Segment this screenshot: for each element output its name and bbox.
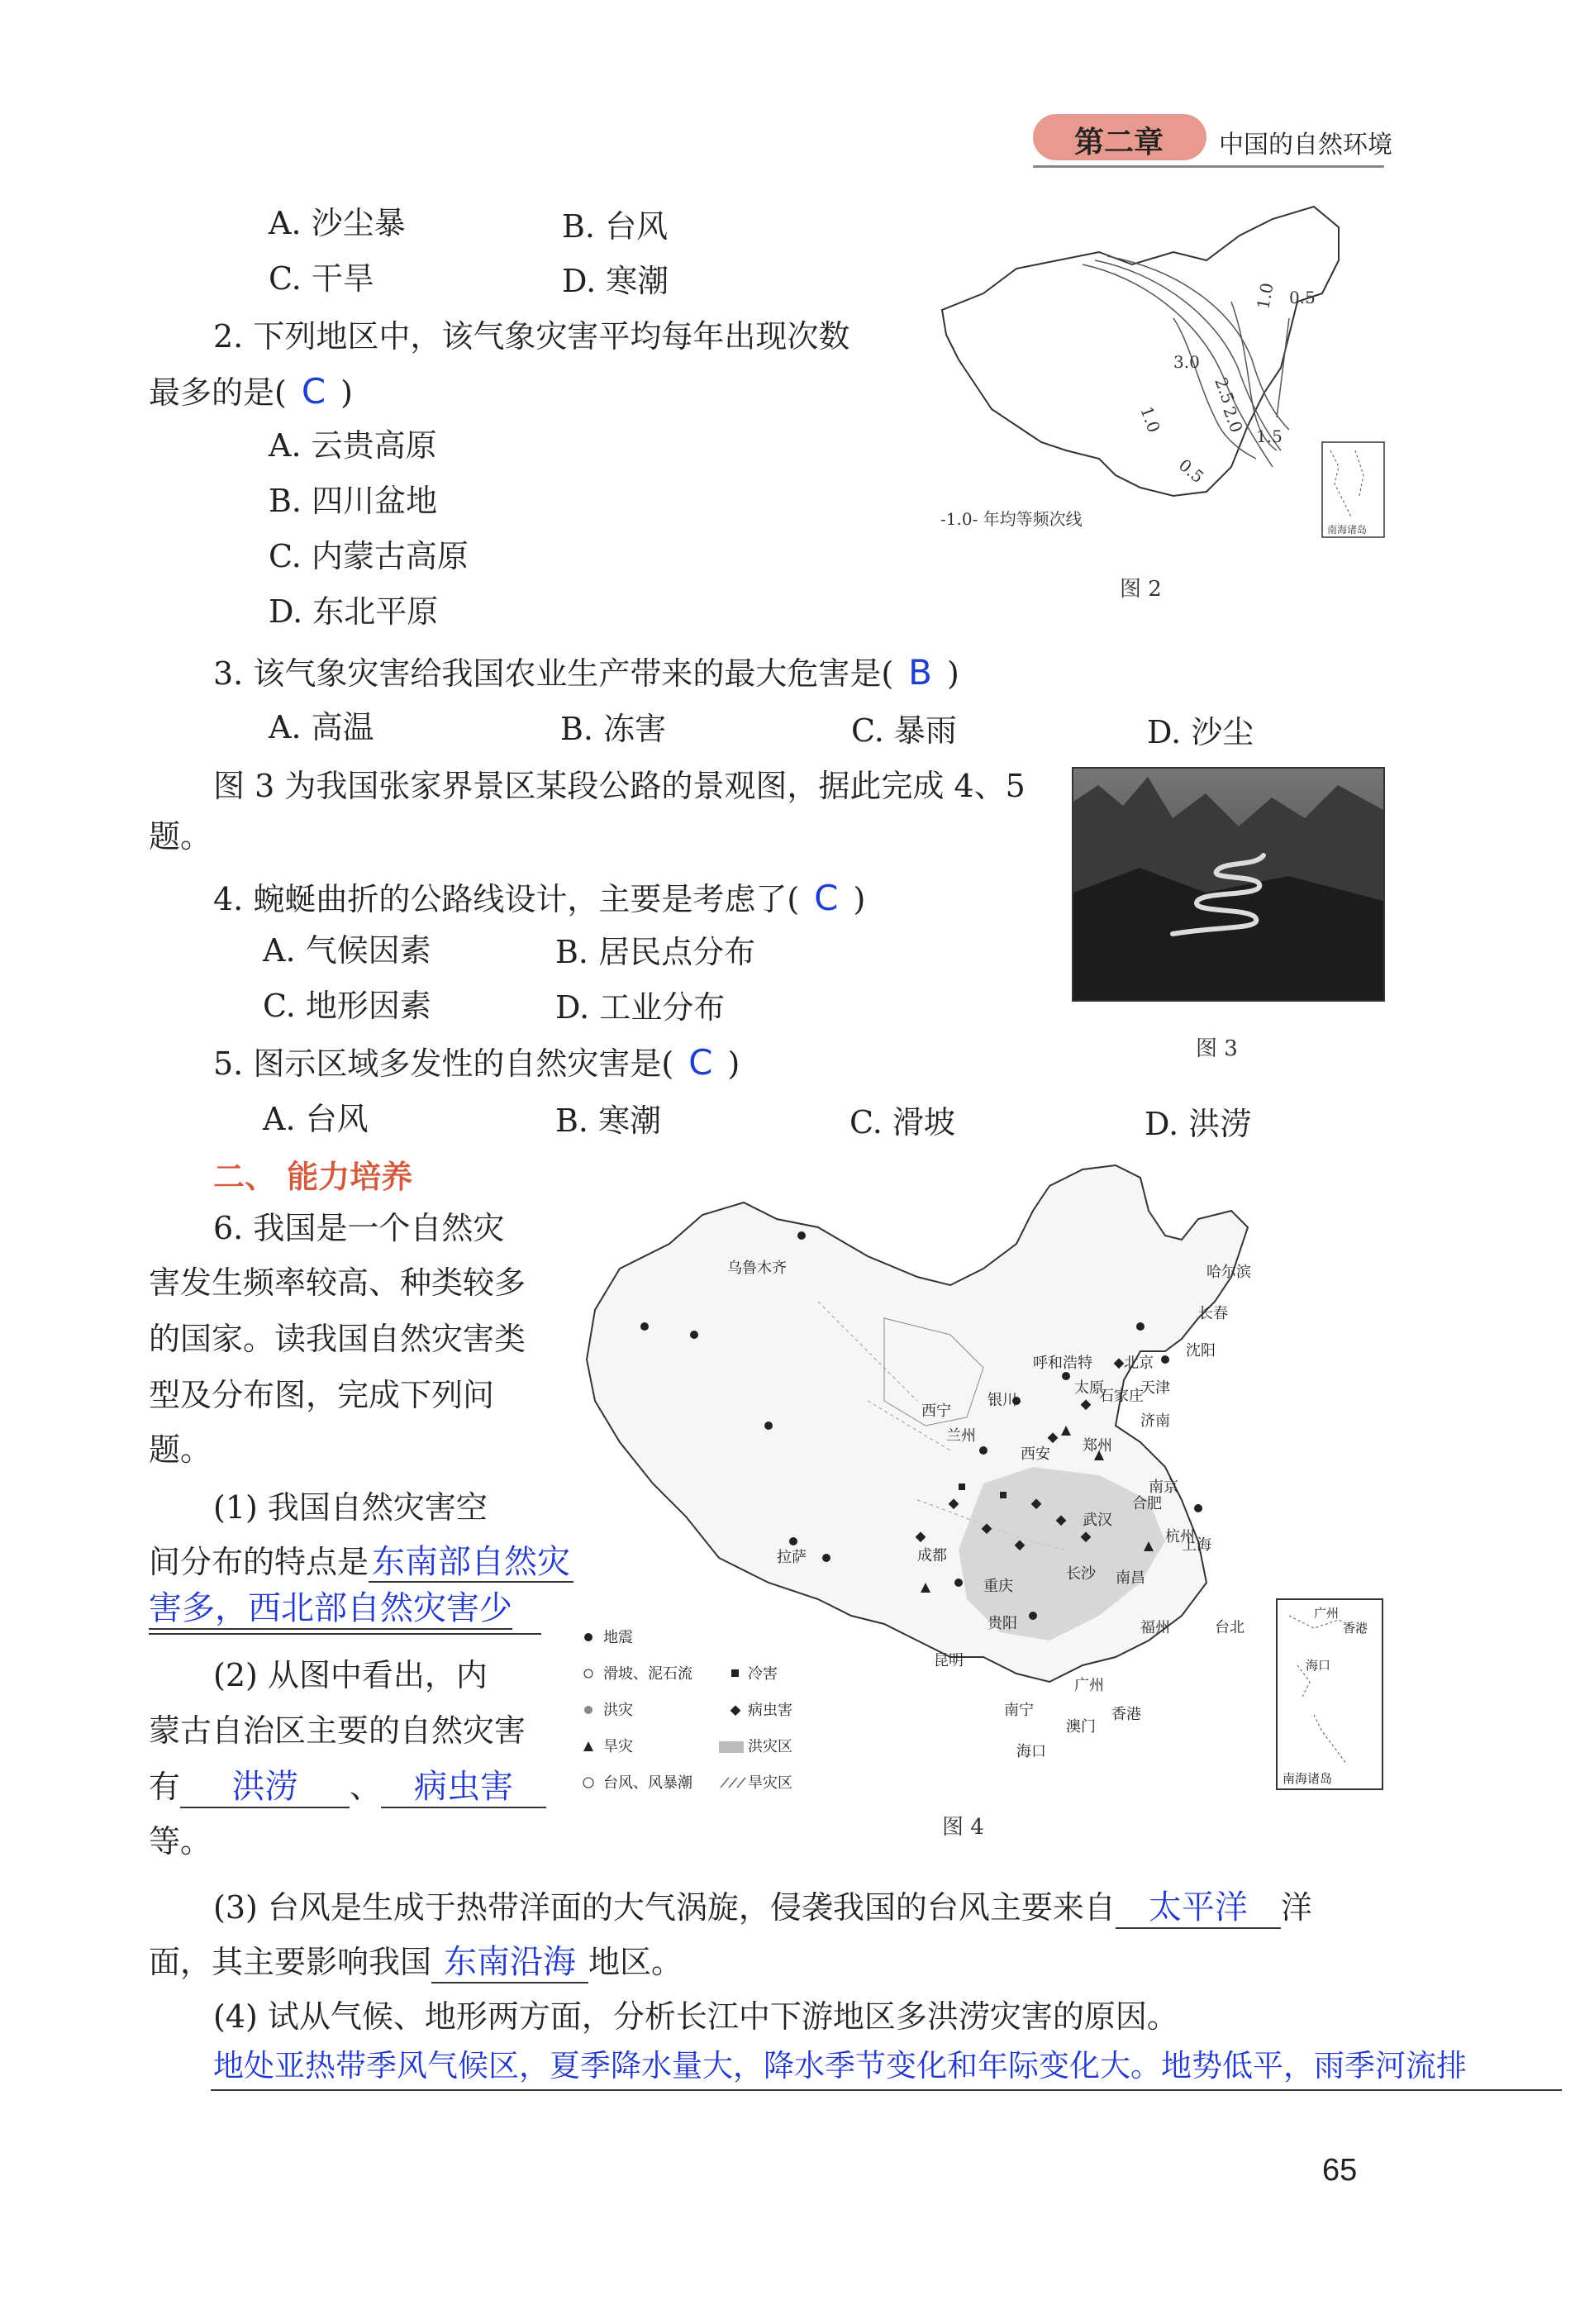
fig4-legend-item: 洪灾 xyxy=(603,1702,633,1719)
fig4-city-label: 南宁 xyxy=(1004,1702,1034,1719)
fig4-city-label: 天津 xyxy=(1140,1379,1170,1397)
q4-option-a: A. 气候因素 xyxy=(263,932,431,969)
fig2-isoline-label: 3.0 xyxy=(1173,352,1200,372)
fig4-inset-label: 海口 xyxy=(1306,1658,1331,1673)
q6-part4-stem: (4) 试从气候、地形两方面，分析长江中下游地区多洪涝灾害的原因。 xyxy=(213,1998,1178,2035)
fig2-isoline-label: 1.0 xyxy=(1136,403,1164,436)
fig4-city-label: 银川 xyxy=(988,1392,1017,1409)
fig4-legend-item: 旱灾 xyxy=(603,1738,633,1755)
q6-part2-line2: 蒙古自治区主要的自然灾害 xyxy=(149,1712,526,1749)
q6-part3-line2: 面，其主要影响我国 东南沿海 地区。 xyxy=(149,1942,683,1983)
answer-underline xyxy=(149,1633,541,1635)
fig4-city-label: 重庆 xyxy=(983,1578,1013,1595)
header-divider xyxy=(1033,165,1384,168)
q3-stem: 3. 该气象灾害给我国农业生产带来的最大危害是( B ) xyxy=(213,652,959,693)
fig4-inset-label: 香港 xyxy=(1343,1621,1368,1636)
fig4-city-label: 西宁 xyxy=(921,1402,951,1420)
q2-stem-line2: 最多的是( C ) xyxy=(149,371,353,412)
q3-option-c: C. 暴雨 xyxy=(851,712,957,749)
fig4-city-label: 澳门 xyxy=(1066,1718,1096,1736)
fig4-inset-title: 南海诸岛 xyxy=(1283,1771,1333,1786)
fig4-legend-item: 病虫害 xyxy=(748,1702,792,1719)
fig2-isoline-label: 0.5 xyxy=(1289,288,1316,307)
q5-option-a: A. 台风 xyxy=(263,1101,369,1137)
fig4-city-label: 石家庄 xyxy=(1099,1388,1144,1405)
fig4-city-label: 长春 xyxy=(1198,1305,1228,1322)
chapter-title: 中国的自然环境 xyxy=(1219,131,1392,160)
fig4-city-label: 郑州 xyxy=(1083,1437,1112,1455)
fig4-legend-item: 洪灾区 xyxy=(748,1738,792,1755)
fig2-isoline-label: 0.5 xyxy=(1174,455,1208,488)
q4-option-b: B. 居民点分布 xyxy=(555,934,756,970)
fig4-city-label: 呼和浩特 xyxy=(1033,1355,1092,1372)
q1-option-b: B. 台风 xyxy=(562,208,669,245)
q6-part3-answer-1: 太平洋 xyxy=(1116,1888,1281,1929)
q2-stem-line1: 2. 下列地区中，该气象灾害平均每年出现次数 xyxy=(213,318,850,355)
q2-answer: C xyxy=(301,371,326,412)
q1-option-d: D. 寒潮 xyxy=(562,263,669,299)
q3-option-a: A. 高温 xyxy=(269,709,374,745)
fig4-city-label: 兰州 xyxy=(946,1427,976,1445)
page-number: 65 xyxy=(1322,2153,1358,2188)
answer-underline xyxy=(211,2089,1562,2091)
chapter-label: 第二章 xyxy=(1074,126,1164,160)
q1-option-c: C. 干旱 xyxy=(269,260,374,297)
q6-part2-suffix: 等。 xyxy=(149,1823,212,1860)
fig4-city-label: 北京 xyxy=(1124,1355,1154,1372)
fig4-city-label: 乌鲁木齐 xyxy=(727,1260,787,1277)
fig2-caption: 图 2 xyxy=(1120,577,1162,602)
q6-part3-line1: (3) 台风是生成于热带洋面的大气涡旋，侵袭我国的台风主要来自 太平洋 洋 xyxy=(213,1888,1312,1929)
q6-intro-line: 害发生频率较高、种类较多 xyxy=(149,1264,526,1301)
q45-intro-line1: 图 3 为我国张家界景区某段公路的景观图，据此完成 4、5 xyxy=(213,768,1026,804)
fig2-inset-label: 南海诸岛 xyxy=(1327,524,1368,536)
fig2-isoline-label: 2.0 xyxy=(1219,403,1247,436)
q6-part1-line1: (1) 我国自然灾害空 xyxy=(213,1489,488,1526)
figure-3-photo xyxy=(1072,767,1385,1002)
figure-4-map xyxy=(570,1153,1388,1798)
q6-part1-line2: 间分布的特点是 东南部自然灾 xyxy=(149,1542,573,1582)
q5-answer: C xyxy=(688,1042,713,1083)
q2-option-d: D. 东北平原 xyxy=(269,593,439,630)
q6-intro-line: 题。 xyxy=(149,1431,212,1468)
q4-option-d: D. 工业分布 xyxy=(555,989,726,1026)
fig4-legend-item: 台风、风暴潮 xyxy=(603,1774,692,1792)
fig4-city-label: 香港 xyxy=(1111,1706,1141,1723)
q6-intro-line: 的国家。读我国自然灾害类 xyxy=(149,1321,526,1357)
fig4-city-label: 拉萨 xyxy=(777,1549,807,1566)
q2-option-c: C. 内蒙古高原 xyxy=(269,538,469,574)
fig4-legend-item: 旱灾区 xyxy=(748,1774,792,1792)
fig4-city-label: 成都 xyxy=(917,1547,947,1564)
q1-option-a: A. 沙尘暴 xyxy=(269,205,406,241)
fig4-city-label: 南昌 xyxy=(1116,1569,1145,1587)
fig2-isoline-label: 1.5 xyxy=(1256,426,1283,446)
q45-intro-line2: 题。 xyxy=(149,818,212,855)
q2-option-a: A. 云贵高原 xyxy=(269,427,437,464)
q6-intro-line: 6. 我国是一个自然灾 xyxy=(213,1210,505,1246)
fig4-legend-item: 滑坡、泥石流 xyxy=(603,1665,692,1683)
fig4-caption: 图 4 xyxy=(942,1815,984,1840)
q4-option-c: C. 地形因素 xyxy=(263,988,431,1024)
fig4-city-label: 武汉 xyxy=(1083,1512,1112,1529)
fig4-city-label: 台北 xyxy=(1215,1619,1244,1636)
fig4-city-label: 济南 xyxy=(1140,1412,1170,1430)
fig4-inset-label: 广州 xyxy=(1314,1606,1340,1621)
q5-option-c: C. 滑坡 xyxy=(849,1104,955,1141)
q5-stem: 5. 图示区域多发性的自然灾害是( C ) xyxy=(213,1042,740,1083)
fig4-city-label: 太原 xyxy=(1074,1379,1104,1397)
q3-option-b: B. 冻害 xyxy=(560,711,667,747)
fig4-city-label: 哈尔滨 xyxy=(1206,1264,1251,1281)
fig4-city-label: 西安 xyxy=(1021,1445,1050,1463)
fig4-city-label: 海口 xyxy=(1016,1743,1046,1760)
fig4-city-label: 南京 xyxy=(1149,1479,1178,1496)
section-title: 二、 能力培养 xyxy=(213,1159,413,1195)
q3-option-d: D. 沙尘 xyxy=(1147,714,1254,750)
q6-intro-line: 型及分布图，完成下列问 xyxy=(149,1377,495,1413)
q6-part2-line3: 有 洪涝 、 病虫害 xyxy=(149,1767,546,1808)
q6-part2-answer-1: 洪涝 xyxy=(180,1767,350,1808)
fig2-isoline-label: 1.0 xyxy=(1253,281,1278,311)
fig2-legend: -1.0- 年均等频次线 xyxy=(940,509,1083,529)
fig2-isoline-label: 2.5 xyxy=(1211,374,1239,407)
fig4-city-label: 合肥 xyxy=(1132,1495,1162,1512)
fig4-city-label: 昆明 xyxy=(934,1652,964,1669)
fig4-city-label: 福州 xyxy=(1140,1619,1170,1636)
q5-option-d: D. 洪涝 xyxy=(1145,1106,1252,1142)
fig4-city-label: 贵阳 xyxy=(988,1615,1017,1632)
q2-option-b: B. 四川盆地 xyxy=(269,483,438,519)
fig4-city-label: 上海 xyxy=(1182,1536,1211,1554)
q4-answer: C xyxy=(814,878,839,918)
q3-answer: B xyxy=(908,652,932,693)
q4-stem: 4. 蜿蜒曲折的公路线设计，主要是考虑了( C ) xyxy=(213,878,866,918)
figure-2-map xyxy=(926,202,1405,550)
q6-part1-answer-1: 东南部自然灾 xyxy=(369,1543,573,1583)
fig3-caption: 图 3 xyxy=(1196,1036,1238,1061)
q6-part1-answer-2: 害多，西北部自然灾害少 xyxy=(149,1588,512,1630)
fig4-city-label: 广州 xyxy=(1074,1677,1104,1694)
q5-option-b: B. 寒潮 xyxy=(555,1102,662,1139)
q6-part2-line1: (2) 从图中看出，内 xyxy=(213,1657,488,1693)
fig4-legend-item: 冷害 xyxy=(748,1665,778,1683)
fig4-city-label: 长沙 xyxy=(1066,1565,1096,1583)
q6-part2-answer-2: 病虫害 xyxy=(381,1767,546,1808)
fig4-legend-item: 地震 xyxy=(603,1629,633,1646)
fig4-city-label: 杭州 xyxy=(1165,1528,1195,1545)
q6-part4-answer: 地处亚热带季风气候区，夏季降水量大，降水季节变化和年际变化大。地势低平，雨季河流排 xyxy=(213,2048,1467,2084)
q6-part3-answer-2: 东南沿海 xyxy=(431,1942,588,1983)
fig4-city-label: 沈阳 xyxy=(1186,1342,1216,1360)
